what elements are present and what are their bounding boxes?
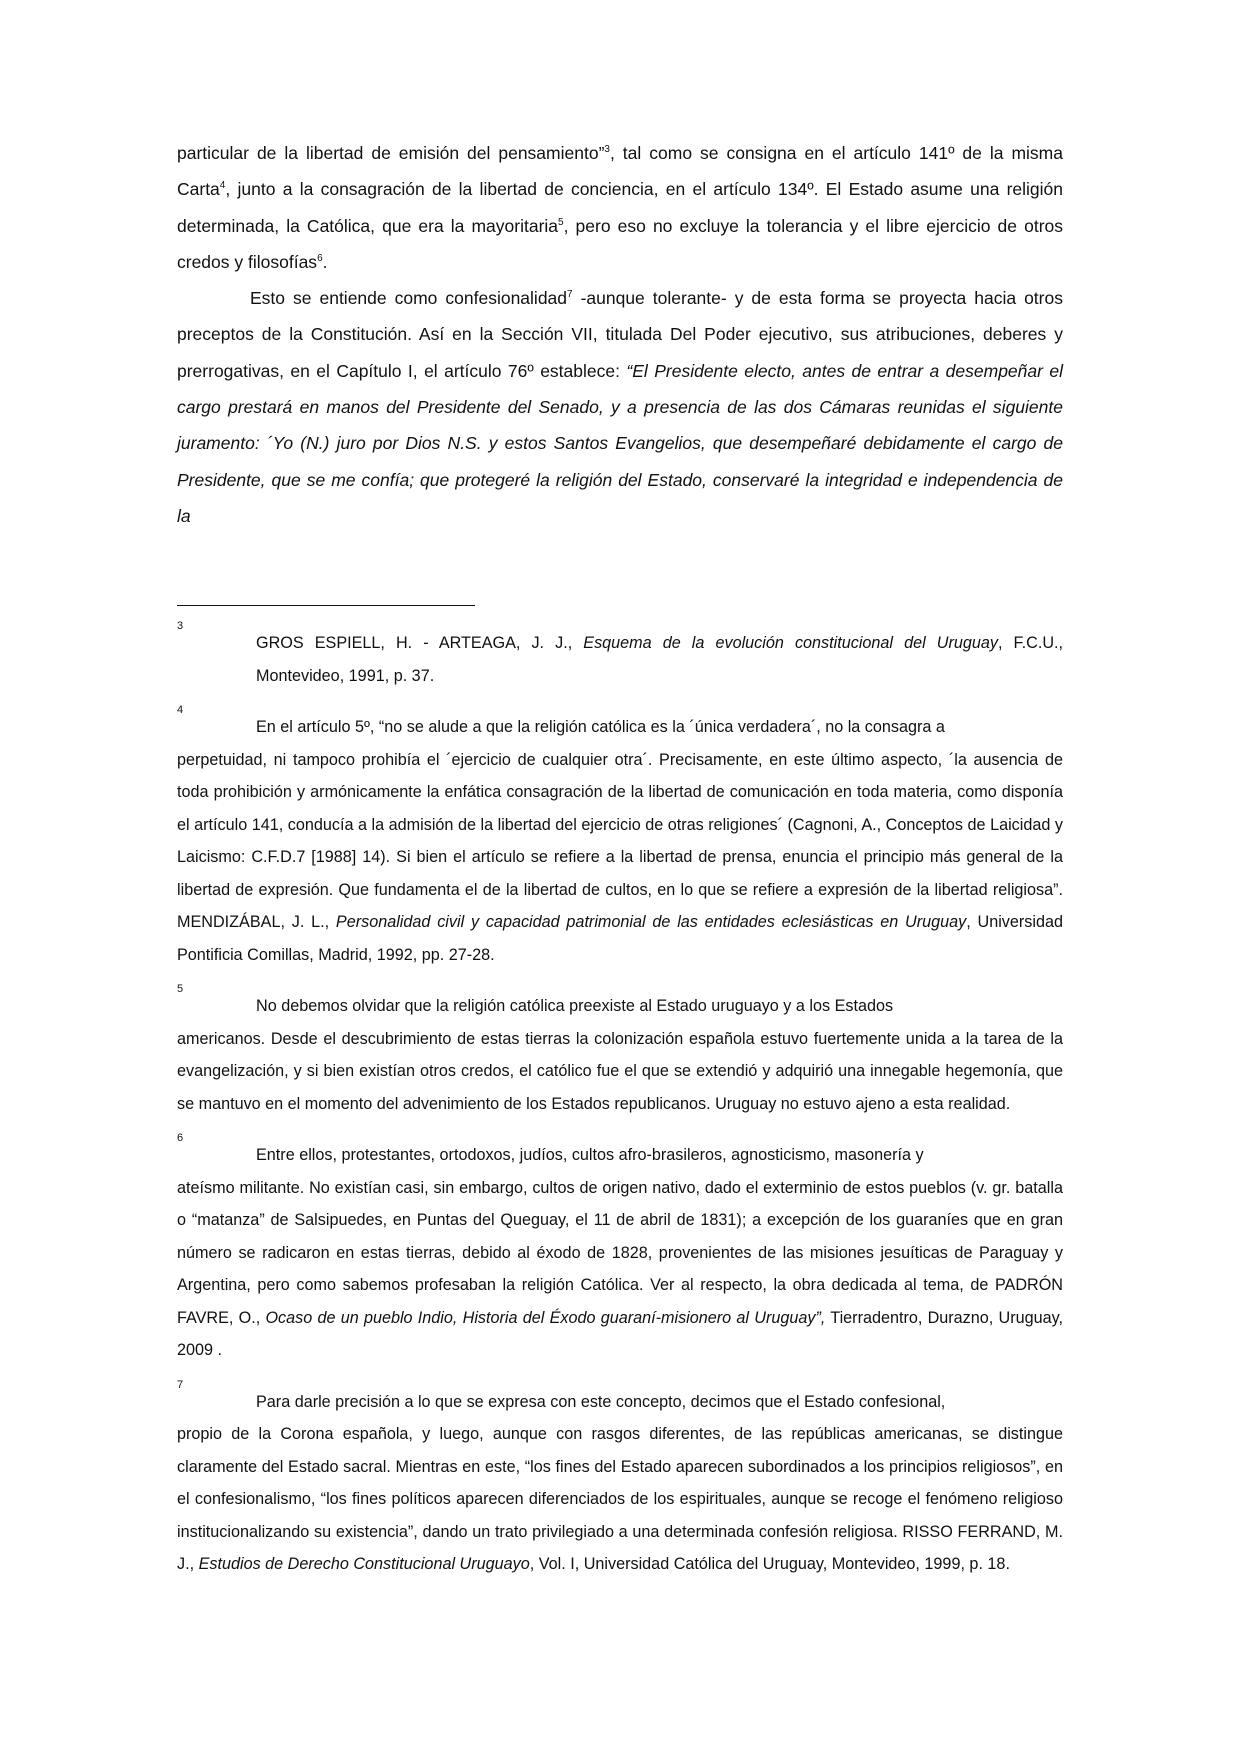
footnote-3 bbox=[177, 616, 1063, 692]
footnote-separator bbox=[177, 605, 475, 606]
footnote-number: 7 bbox=[177, 1378, 184, 1391]
footnote-6 bbox=[177, 1128, 1063, 1367]
footnote-title: Personalidad civil y capacidad patrimonial de las entidades eclesiásticas en Uruguay bbox=[335, 913, 967, 931]
footnote-ref-7[interactable]: 7 bbox=[567, 289, 573, 301]
footnote-text: americanos. Desde el descubrimiento de estas tierras la colonización española estuvo fuertemente unida a la tarea de la evangelización, y si bien existían otros credos, el católico fue el que se extendió y adquirió una innegable hegemonía, que se mantuvo en el momento del advenimiento de los Estados republicanos. Uruguay no estuvo ajeno a esta realidad. bbox=[177, 1029, 1063, 1113]
footnote-number: 3 bbox=[177, 620, 184, 632]
paragraph-1 bbox=[177, 135, 1063, 280]
footnote-text-part: Tierradentro, Durazno, Uruguay, 2009 . bbox=[177, 1308, 1063, 1359]
footnote-text-part: perpetuidad, ni tampoco prohibía el ´ejercicio de cualquier otra´. Precisamente, en este último aspecto, ´la ausencia de toda prohibición y armónicamente la enfática consagración de la libertad de comunicación en toda materia, como disponía el artículo 141, conducía a la admisión de la libertad del ejercicio de otras religiones´ (Cagnoni, A., Conceptos de Laicidad y Laicismo: C.F.D.7 [1988] 14). Si bien el artículo se refiere a la libertad de prensa, enuncia el principio más general de la libertad de expresión. Que fundamenta el de la libertad de cultos, en lo que se refiere a expresión de la libertad religiosa”. MENDIZÁBAL, J. L., bbox=[177, 750, 1063, 931]
footnote-text: Entre ellos, protestantes, ortodoxos, judíos, cultos afro-brasileros, agnosticismo, masonería y bbox=[256, 1146, 924, 1164]
footnotes bbox=[177, 616, 1063, 1589]
paragraph-text: , pero eso no excluye la tolerancia y el libre ejercicio de otros credos y filosofías bbox=[177, 215, 1063, 272]
footnote-text: En el artículo 5º, “no se alude a que la religión católica es la ´única verdadera´, no la consagra a bbox=[256, 718, 945, 736]
footnote-text: No debemos olvidar que la religión católica preexiste al Estado uruguayo y a los Estados bbox=[256, 997, 894, 1015]
quoted-oath: “El Presidente electo, antes de entrar a desempeñar el cargo prestará en manos del Presidente del Senado, y a presencia de las dos Cámaras reunidas el siguiente juramento: ´Yo (N.) juro por Dios N.S. y estos Santos Evangelios, que desempeñaré debidamente el cargo de Presidente, que se me confía; que protegeré la religión del Estado, conservaré la integridad e independencia de la bbox=[177, 360, 1063, 526]
footnote-ref-3[interactable]: 3 bbox=[604, 144, 610, 156]
paragraph-text: . bbox=[322, 251, 328, 272]
paragraph-text: , junto a la consagración de la libertad de conciencia, en el artículo 134º. El Estado asume una religión determinada, la Católica, que era la mayoritaria bbox=[177, 179, 1063, 236]
footnote-text bbox=[177, 1418, 1063, 1581]
footnote-text-part: , Vol. I, Universidad Católica del Uruguay, Montevideo, 1999, p. 18. bbox=[529, 1555, 1010, 1573]
footnote-5 bbox=[177, 979, 1063, 1120]
footnote-text-part: propio de la Corona española, y luego, aunque con rasgos diferentes, de las repúblicas americanas, se distingue claramente del Estado sacral. Mientras en este, “los fines del Estado aparecen subordinados a los principios religiosos”, en el confesionalismo, “los fines políticos aparecen diferenciados de los espirituales, aunque se recoge el fenómeno religioso institucionalizando su existencia”, dando un trato privilegiado a una determinada confesión religiosa. RISSO FERRAND, M. J., bbox=[177, 1425, 1063, 1573]
footnote-number: 4 bbox=[177, 704, 184, 716]
footnote-text bbox=[177, 1172, 1063, 1367]
footnote-text-part: , F.C.U., Montevideo, 1991, p. 37. bbox=[256, 634, 1063, 685]
footnote-text-part: ateísmo militante. No existían casi, sin embargo, cultos de origen nativo, dado el exterminio de estos pueblos (v. gr. batalla o “matanza” de Salsipuedes, en Puntas del Queguay, el 11 de abril de 1831); a excepción de los guaraníes que en gran número se radicaron en estas tierras, debido al éxodo de 1828, provenientes de las misiones jesuíticas de Paraguay y Argentina, pero como sabemos profesaban la religión Católica. Ver al respecto, la obra dedicada al tema, de PADRÓN FAVRE, O., bbox=[177, 1178, 1063, 1327]
footnote-title: Ocaso de un pueblo Indio, Historia del Éxodo guaraní-misionero al Uruguay”, bbox=[265, 1308, 826, 1327]
paragraph-2 bbox=[177, 280, 1063, 534]
footnote-text bbox=[177, 744, 1063, 972]
paragraph-text: particular de la libertad de emisión del pensamiento” bbox=[177, 143, 605, 163]
main-text bbox=[177, 135, 1063, 534]
footnote-ref-4[interactable]: 4 bbox=[219, 180, 226, 192]
footnote-title: Esquema de la evolución constitucional del Uruguay bbox=[583, 634, 998, 652]
footnote-7 bbox=[177, 1375, 1063, 1581]
footnote-ref-6[interactable]: 6 bbox=[317, 253, 323, 265]
footnote-text: Para darle precisión a lo que se expresa con este concepto, decimos que el Estado confesional, bbox=[256, 1392, 946, 1411]
footnote-text bbox=[256, 627, 1063, 692]
footnote-text-part: , Universidad Pontificia Comillas, Madrid, 1992, pp. 27-28. bbox=[177, 913, 1063, 964]
footnote-number: 6 bbox=[177, 1132, 184, 1144]
footnote-ref-5[interactable]: 5 bbox=[558, 216, 564, 228]
paragraph-text: Esto se entiende como confesionalidad bbox=[250, 288, 568, 309]
paragraph-text: , tal como se consigna en el artículo 141º de la misma Carta bbox=[177, 143, 1063, 200]
footnote-number: 5 bbox=[177, 983, 184, 995]
footnote-title: Estudios de Derecho Constitucional Uruguayo bbox=[198, 1555, 530, 1573]
paragraph-text: -aunque tolerante- y de esta forma se proyecta hacia otros preceptos de la Constitución. Así en la Sección VII, titulada Del Poder ejecutivo, sus atribuciones, deberes y prerrogativas, en el Capítulo I, el artículo 76º establece: bbox=[177, 288, 1063, 381]
footnote-text-part: GROS ESPIELL, H. - ARTEAGA, J. J., bbox=[256, 634, 584, 652]
footnote-4 bbox=[177, 700, 1063, 971]
